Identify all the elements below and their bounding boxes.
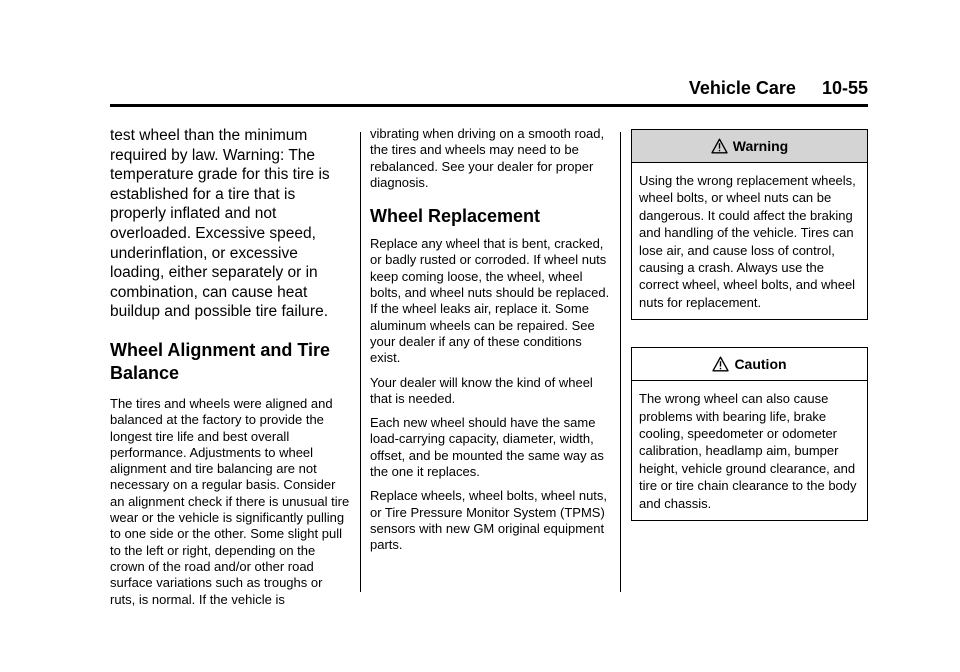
column-middle	[370, 126, 610, 554]
alignment-paragraph: The tires and wheels were aligned and balanced at the factory to provide the longest tire life and best overall performance. Adjustments to wheel alignment and tire balancing are not necessary on a regular basis. Consider an alignment check if there is unusual tire wear or the vehicle is significantly pulling to one side or the other. Some slight pull to the left or right, depending on the crown of the road and/or other road surface variations such as troughs or ruts, is normal. If the vehicle is	[110, 395, 350, 607]
replacement-paragraph: If the wheel leaks air, replace it. Some aluminum wheels can be repaired. See your dealer if any of these conditions exist.	[370, 301, 595, 366]
warning-title: Warning	[732, 138, 789, 154]
caution-triangle-icon	[712, 356, 729, 372]
section-heading-alignment: Wheel Alignment and Tire Balance	[110, 339, 331, 383]
caution-box	[631, 347, 868, 521]
warning-text: Using the wrong replacement wheels, wheel bolts, or wheel nuts can be dangerous. It could affect the braking and handling of the vehicle. Tires can lose air, and cause loss of control, causing a crash. Always use the correct wheel, wheel bolts, and wheel nuts for replacement.	[639, 173, 856, 310]
page-number: 10-55	[821, 78, 868, 98]
replacement-paragraph: Replace any wheel that is bent, cracked, or badly rusted or corroded. If wheel nuts keep coming loose, the wheel, wheel bolts, and wheel nuts should be replaced.	[370, 236, 610, 301]
column-divider	[360, 132, 361, 592]
caution-header	[632, 348, 867, 381]
caution-text: The wrong wheel can also cause problems with bearing life, brake cooling, speedometer or odometer calibration, headlamp aim, bumper height, vehicle ground clearance, and tire or tire chain clearance to the body and chassis.	[639, 391, 857, 511]
warning-triangle-icon	[711, 138, 728, 154]
column-right	[631, 126, 868, 521]
section-title: Vehicle Care	[688, 78, 796, 98]
column-divider	[620, 132, 621, 592]
replacement-paragraph: Your dealer will know the kind of wheel that is needed.	[370, 374, 593, 406]
replacement-paragraph: Each new wheel should have the same load-carrying capacity, diameter, width, offset, and be mounted the same way as the one it replaces.	[370, 415, 604, 480]
header-text	[689, 78, 868, 99]
caution-title: Caution	[734, 356, 787, 373]
warning-box	[631, 129, 868, 320]
page-header	[110, 76, 868, 107]
warning-header	[632, 130, 867, 163]
continued-paragraph: test wheel than the minimum required by law. Warning: The temperature grade for this tire is established for a tire that is properly inflated and not overloaded. Excessive speed, underinflation, or excessive loading, either separately or in combination, can cause heat buildup and possible tire failure.	[110, 127, 330, 321]
continued-paragraph: vibrating when driving on a smooth road, the tires and wheels may need to be rebalanced. See your dealer for proper diagnosis.	[370, 126, 605, 190]
column-left	[110, 126, 350, 608]
replacement-paragraph: Replace wheels, wheel bolts, wheel nuts, or Tire Pressure Monitor System (TPMS) sensors with new GM original equipment parts.	[370, 488, 608, 553]
section-heading-replacement: Wheel Replacement	[370, 206, 541, 227]
